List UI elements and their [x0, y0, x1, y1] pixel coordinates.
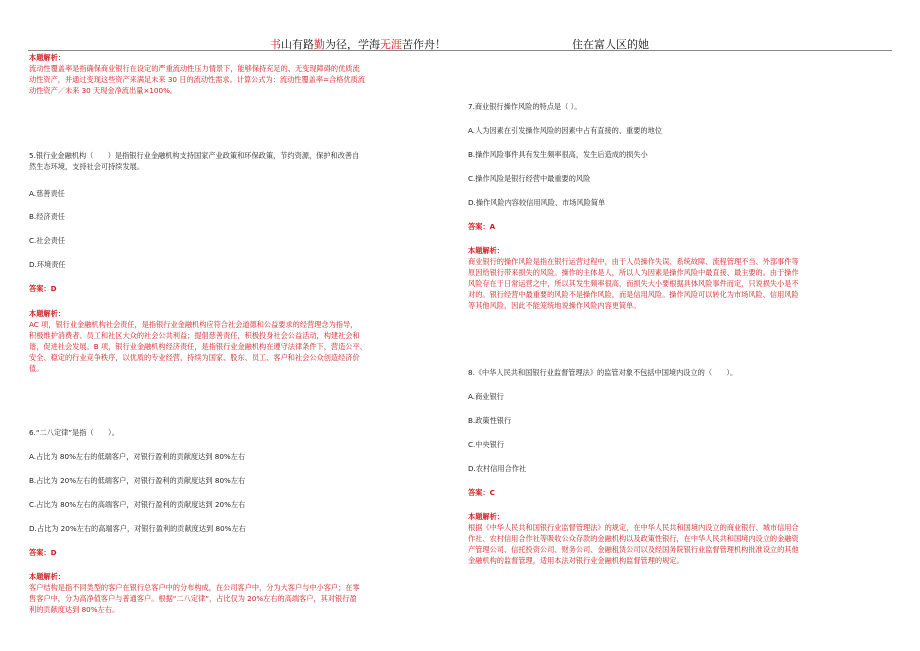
option-c: C.中央银行	[468, 440, 505, 449]
motto-part: 山有路	[281, 38, 314, 51]
explanation-label: 本题解析：	[29, 572, 65, 581]
explanation-line: 动性资产，并通过变现这些资产来满足未来 30 日的流动性需求。计算公式为：流动性覆盖率=合格优质流	[29, 75, 365, 84]
option-b: B.政策性银行	[468, 416, 512, 425]
question-7-explanation	[468, 245, 799, 311]
explanation-line: 售客户中，分为高净值客户与普通客户。根据“二八定律”，占比仅为 20%左右的高端客户，其对银行盈	[29, 594, 357, 603]
option-a: A.人为因素在引发操作风险的因素中占有直接的、重要的地位	[468, 126, 662, 135]
explanation-line: 根据《中华人民共和国银行业监督管理法》的规定，在中华人民共和国境内设立的商业银行、城市信用合	[468, 523, 799, 532]
question-5	[29, 150, 359, 172]
option-c: C.操作风险是银行经营中最重要的风险	[468, 174, 591, 183]
question-8-explanation	[468, 511, 799, 566]
option-a: A.慈善责任	[29, 189, 65, 198]
option-d: D.农村信用合作社	[468, 464, 527, 473]
answer: 答案：D	[29, 548, 57, 557]
explanation-line: 商业银行的操作风险是指在银行运营过程中，由于人员操作失误、系统故障、流程管理不当、外部事件等	[468, 257, 799, 266]
explanation-label: 本题解析：	[29, 53, 65, 62]
motto-part: 苦作舟！	[402, 38, 446, 51]
explanation-line: 动性资产／未来 30 天现金净流出量×100%。	[29, 86, 178, 95]
option-a: A.商业银行	[468, 392, 504, 401]
question-6-text: 6.“二八定律”是指（ ）。	[29, 428, 119, 437]
explanation-line: 流动性覆盖率是指确保商业银行在设定的严重流动性压力情景下，能够保持充足的、无变现障碍的优质流	[29, 64, 360, 73]
option-c: C.社会责任	[29, 236, 66, 245]
question-7-text: 7.商业银行操作风险的特点是（ ）。	[468, 102, 582, 111]
explanation-label: 本题解析：	[29, 309, 65, 318]
explanation-line: 产管理公司、信托投资公司、财务公司、金融租赁公司以及经国务院银行业监督管理机构批准设立的其他	[468, 545, 799, 554]
option-d: D.环境责任	[29, 260, 66, 269]
motto-part: 勤	[314, 38, 325, 51]
header-author: 住在富人区的她	[572, 38, 649, 51]
explanation-line: 积极维护消费者、员工和社区大众的社会公共利益；提倡慈善责任，积极投身社会公益活动，构建社会和	[29, 331, 360, 340]
option-b: B.占比为 20%左右的低端客户，对银行盈利的贡献度达到 80%左右	[29, 476, 246, 485]
option-d: D.操作风险内容较信用风险、市场风险简单	[468, 198, 606, 207]
top-explanation	[29, 52, 365, 96]
explanation-line: 作社、农村信用合作社等吸收公众存款的金融机构以及政策性银行，在中华人民共和国境内设立的金融资	[468, 534, 799, 543]
explanation-line: 利的贡献度达到 80%左右。	[29, 605, 120, 614]
option-d: D.占比为 20%左右的高端客户，对银行盈利的贡献度达到 80%左右	[29, 524, 246, 533]
question-6-explanation	[29, 571, 360, 615]
explanation-line: 值。	[29, 364, 44, 373]
explanation-line: 安全、稳定的行业竞争秩序，以优质的专业经营，持续为国家、股东、员工、客户和社会公众创造经济价	[29, 353, 360, 362]
question-text: 然生态环境，支持社会可持续发展。	[29, 162, 145, 171]
explanation-line: 谐，促进社会发展。B 项，银行业金融机构经济责任，是指银行业金融机构在遵守法律条件下，营造公平、	[29, 342, 367, 351]
explanation-line: 等其他风险，因此不能笼统地说操作风险内容更简单。	[468, 301, 641, 310]
explanation-line: 对的。银行经营中最重要的风险不是操作风险，而是信用风险。操作风险可以转化为市场风险、信用风险	[468, 290, 799, 299]
explanation-line: 原因给银行带来损失的风险。操作的主体是人，所以人为因素是操作风险中最直接、最主要的。由于操作	[468, 268, 799, 277]
explanation-label: 本题解析：	[468, 246, 504, 255]
answer: 答案：A	[468, 222, 496, 231]
header-divider	[28, 50, 892, 51]
explanation-line: 客户结构是指不同类型的客户在银行总客户中的分布构成，在公司客户中，分为大客户与中小客户；在零	[29, 583, 360, 592]
explanation-line: 风险存在于日常运营之中，所以其发生频率很高，而损失大小要根据具体风险事件而定，只说损失小是不	[468, 279, 799, 288]
question-8-text: 8.《中华人民共和国银行业监督管理法》的监管对象不包括中国境内设立的（ ）。	[468, 368, 738, 377]
option-a: A.占比为 80%左右的低端客户，对银行盈利的贡献度达到 80%左右	[29, 452, 246, 461]
answer: 答案：C	[468, 488, 495, 497]
explanation-line: AC 项，银行业金融机构社会责任，是指银行业金融机构应符合社会道德和公益要求的经营理念为指导，	[29, 320, 358, 329]
option-b: B.经济责任	[29, 212, 65, 221]
option-b: B.操作风险事件具有发生频率很高，发生后造成的损失小	[468, 150, 648, 159]
question-5-explanation	[29, 308, 367, 374]
motto-part: 为径，学海	[325, 38, 380, 51]
option-c: C.占比为 80%左右的高端客户，对银行盈利的贡献度达到 20%左右	[29, 500, 246, 509]
explanation-label: 本题解析：	[468, 512, 504, 521]
answer: 答案：D	[29, 284, 57, 293]
motto-part: 书	[270, 38, 281, 51]
explanation-line: 金融机构的监督管理，适用本法对银行业金融机构监督管理的规定。	[468, 556, 684, 565]
question-text: 5.银行业金融机构（ ）是指银行业金融机构支持国家产业政策和环保政策，节约资源，保护和改善自	[29, 151, 360, 160]
motto-part: 无涯	[380, 38, 402, 51]
